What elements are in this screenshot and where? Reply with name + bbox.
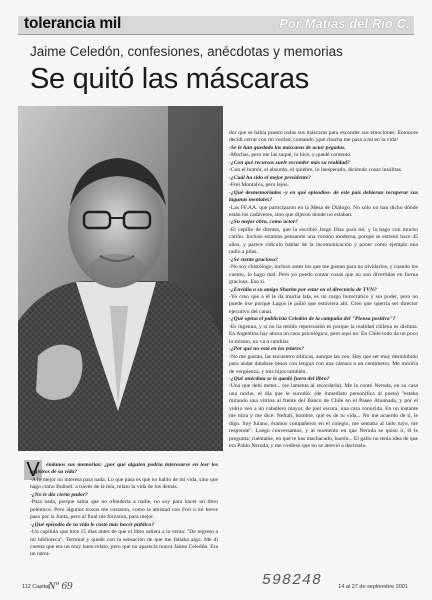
interview-question: -¿Envidia a su amigo Sharim por estar en el directorio de TVN? xyxy=(229,286,377,293)
interview-question: -¿Qué desmemoriados -y en qué episodios- de este país debieran recuperar sus lagunas mentales? xyxy=(229,189,418,204)
footer-issue-date: 14 al 27 de septiembre 2001 xyxy=(338,584,408,590)
interview-answer: -Las FF.AA. que participaron en la Mesa de Diálogo. No sólo no han dicho dónde están los cadáveres, sino que dijeron donde no estaban. xyxy=(229,204,418,218)
interview-question: -¿Con qué recursos suele esconder más su realidad? xyxy=(229,159,350,166)
section-label: tolerancia mil xyxy=(24,15,122,32)
footer-page-publication: 112 Capital xyxy=(22,584,50,590)
interview-answer: -No me gustan, las encuentro sititicas, aunque las veo. Hay que ser muy desinhibido para andar dándose besos con lengua con una cámara a un centímetro. Me moriría de vergüenza, y mis hijos también. xyxy=(229,353,418,375)
interview-question: -¿Por qué no está en los telares? xyxy=(229,346,304,353)
article-body-right-column xyxy=(229,130,418,450)
byline: Por Matías del Río C. xyxy=(279,17,410,31)
interview-answer: -Es ingenua, y si no ha tenido repercusión es porque la realidad chilena es distinta. En Argentina hay ahora un caos psicológico, pero aquí no. En Chile todo da un poco lo mismo, no va a cambiar. xyxy=(229,323,418,345)
article-kicker: Jaime Celedón, confesiones, anécdotas y memorias xyxy=(30,44,343,59)
article-body-left-column xyxy=(30,462,218,559)
interview-answer: -Muchas, pero me las saqué, lo hice, y quedé contento. xyxy=(229,152,352,159)
handwritten-issue-number: Nº 69 xyxy=(48,580,73,592)
portrait-photo xyxy=(18,106,223,451)
interview-answer: -Una que debí meter... (se lamenta al recordarla). Me la contó Neruda, en su casa una noche, el día que le sucedió: (de inmediato personifica al poeta) "estaba mirando una vitrina al frente del Banco de Chile en el Paseo Ahumada, y por el vidrio veo a un caballero mayor, de piel oscura, una cara conocida. En un instante me mira y me dice: Neftalí, hombre, qué es de tu vida... No me acuerdo de ti, le digo. Soy fulano, éramos compañeros en el colegio, me sentaba al lado tuyo, me responde". Luego conversamos, y al momento en que Neruda se quiso ir, él le pregunta: cuéntame, en qué te has machacado, hueón... El gallo no tenía idea de que era Pablo Neruda, y me confesó que no se atrevió a decírselo. xyxy=(229,383,418,450)
interview-question: -¿Qué episodio de su vida le costó más hacer público? xyxy=(30,521,155,528)
interview-answer: dor que se había puesto todas sus máscaras para esconder sus emociones. Entonces decidí cerrar con mi verdad, contando ¡qué chucha me pasa a mí en la vida! xyxy=(229,130,418,144)
lead-question: éndanos sus memorias: ¿por qué alguien podría interesarse en leer los registros de su vida? xyxy=(30,462,218,476)
interview-question: -¿Cuál ha sido el mejor presidente? xyxy=(229,174,311,181)
interview-answer: -Para nada, porque sabía que no ofendería a nadie, no soy para hacer un libro polémico. Pero algunos trozos me costaron, como la amistad con Frei o mi breve paso por la Junta, pero al final me forzaron, para mejor. xyxy=(30,499,218,521)
archive-stamp: 598248 xyxy=(262,572,323,589)
portrait-illustration xyxy=(18,106,223,451)
interview-answer: -El cepillo de dientes, que la escribió Jorge Díaz para mí, y la hago con mucho cariño. Incluso estamos pensando una versión moderna, porque se estrenó hace 45 años, y parece ridículo hablar de la incomunicación y poner como ejemplo una radio a pilas. xyxy=(229,226,418,256)
interview-question: -Se le han quedado las máscaras de actor pegadas. xyxy=(229,144,346,151)
interview-answer: -Frei Montalva, pero lejos. xyxy=(229,182,289,189)
interview-question: -¿Se siente gracioso? xyxy=(229,256,278,263)
interview-question: -¿Qué anécdota se le quedó fuera del libro? xyxy=(229,375,330,382)
interview-answer: -Con el humor, el absurdo, el quiebre, lo inesperado, diciendo cosas insólitas. xyxy=(229,167,403,174)
interview-question: -¿No le dio cierto pudor? xyxy=(30,491,88,498)
interview-question: -¿Qué opina el publicista Celedón de la campaña del "Piensa positivo"? xyxy=(229,316,396,323)
interview-answer: -A lo mejor no interesa para nada. Lo que pasa es que no hablo de mi vida, sino que hago como Buñuel: a través de la mía, relato la vida de los demás. xyxy=(30,476,218,491)
interview-answer: -Un capítulo que hice 15 días antes de que el libro saliera a la venta: "De regreso a mi biblioteca". Terminé y quedé con la sensación de que me faltaba algo. Me di cuenta que era un muy buen relato, pero que no aparecía nunca Jaime Celedón. Era un narra- xyxy=(30,529,218,558)
interview-question: -¿Su mejor obra, como actor? xyxy=(229,219,298,226)
drop-cap: V xyxy=(24,460,42,480)
article-headline: Se quitó las máscaras xyxy=(30,63,309,95)
interview-answer: -Yo creo que a él le da mucha lata, es un cargo burocrático y sin poder, pero no puede irse porque Lagos le pidió que estuviera ahí. Creo que querría ser director ejecutivo del canal. xyxy=(229,293,418,315)
interview-answer: -No soy chistólogo, incluso antes los que me gustan para no olvidarlos, y cuando los cuento, lo hago mal. Pero yo puedo contar cosas que no son divertidas en forma graciosa. Eso sí. xyxy=(229,264,418,286)
